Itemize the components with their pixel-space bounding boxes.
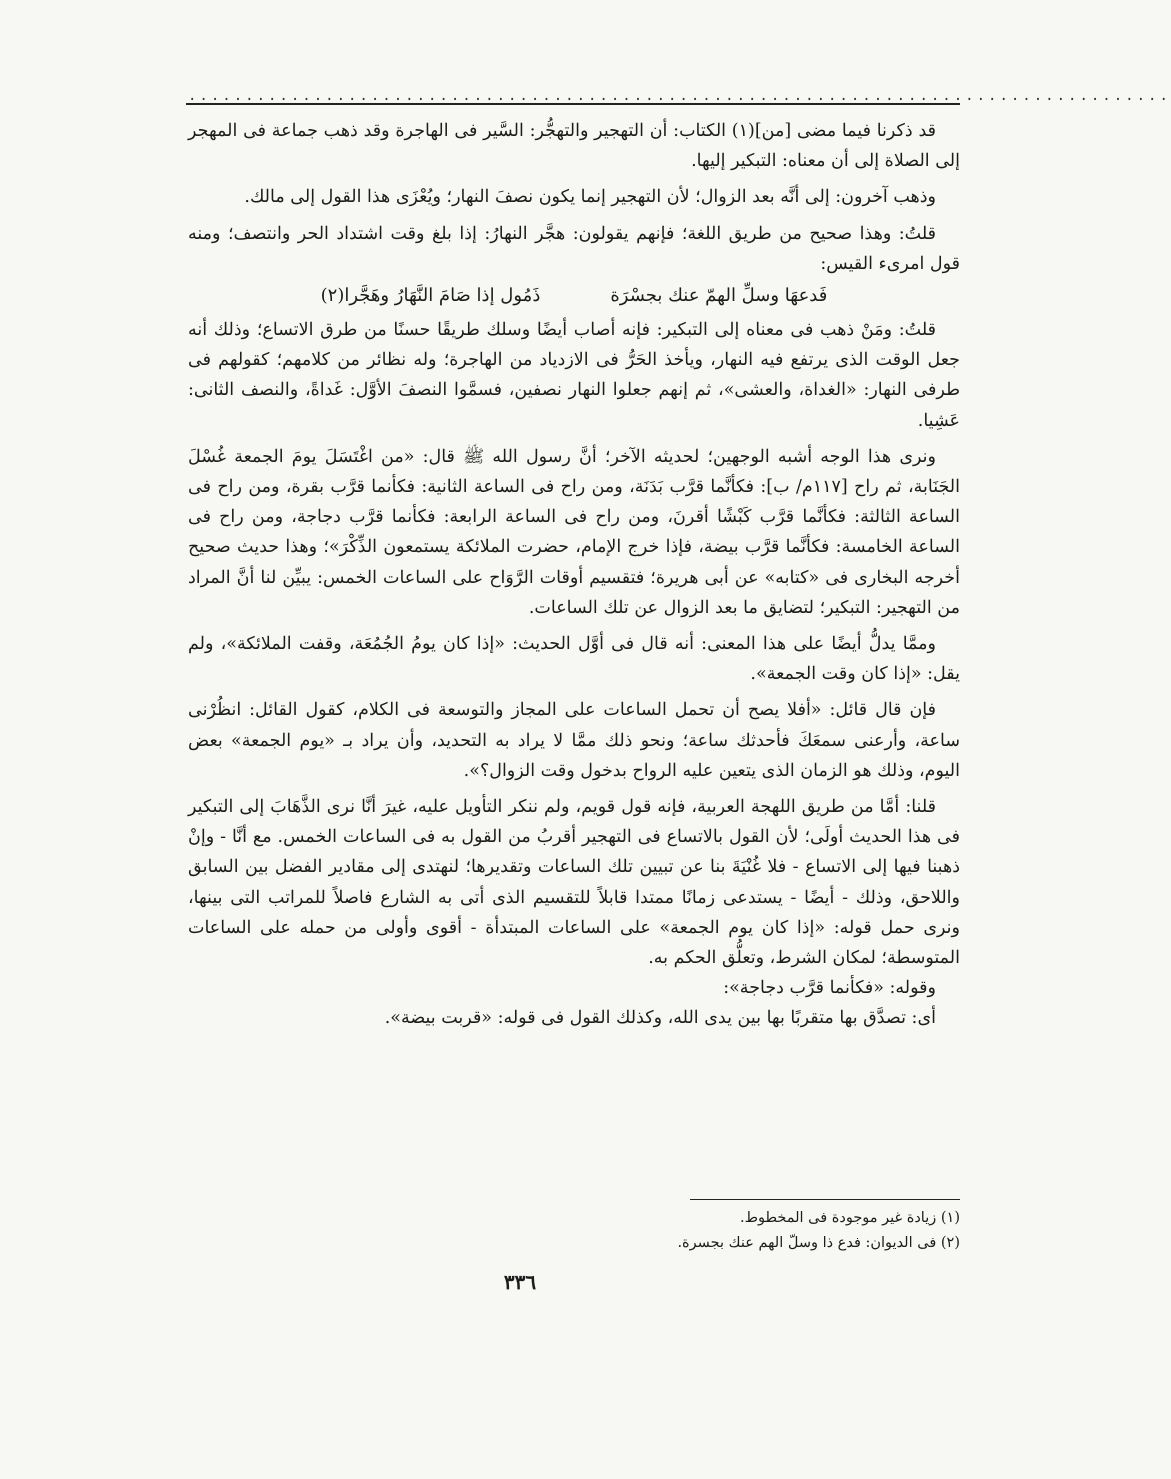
paragraph: قلنا: أمَّا من طريق اللهجة العربية، فإنه قول قويم، ولم ننكر التأويل عليه، غيرَ أنَّا نرى الذَّهَابَ إلى التبكير فى هذا الحديث أولَى؛ لأن القول بالاتساع فى التهجير أقربُ من القول به فى الساعات الخمس. مع أنَّا - وإنْ ذهبنا فيها إلى الاتساع - فلا غُنْيَةَ بنا عن تبيين تلك الساعات وتقديرها؛ لنهتدى إلى مقادير الفضل بين السابق واللاحق، وذلك - أيضًا - يستدعى زمانًا ممتدا قابلاً للتقسيم الذى أتى به الشارع فاصلاً للمراتب التى بينها، ونرى حمل قوله: «إذا كان يوم الجمعة» على الساعات المبتدأة - أقوى وأولى من حمله على الساعات المتوسطة؛ لمكان الشرط، وتعلُّق الحكم به. xyxy=(188,797,960,969)
paragraph: فإن قال قائل: «أفلا يصح أن تحمل الساعات على المجاز والتوسعة فى الكلام، كقول القائل: انظُرْنى ساعة، وأرعنى سمعَكَ فأحدثك ساعة؛ ونحو ذلك ممَّا لا يراد به التحديد، وأن يراد بـ «يوم الجمعة» بعض اليوم، وذلك هو الزمان الذى يتعين عليه الرواح بدخول وقت الزوال؟». xyxy=(188,700,960,781)
paragraph: وقوله: «فكأنما قرَّب دجاجة»: xyxy=(723,978,936,999)
verse-second-hemistich: ذَمُول إذا صَامَ النَّهَارُ وهَجَّرا(٢) xyxy=(320,285,541,307)
paragraph: وممَّا يدلُّ أيضًا على هذا المعنى: أنه قال فى أوَّل الحديث: «إذا كان يومُ الجُمُعَة، وقفت الملائكة»، ولم يقل: «إذا كان وقت الجمعة». xyxy=(188,634,960,685)
footnote: (١) زيادة غير موجودة فى المخطوط. xyxy=(739,1210,960,1226)
paragraph: قد ذكرنا فيما مضى [من](١) الكتاب: أن التهجير والتهجُّر: السَّير فى الهاجرة وقد ذهب جماعة فى المهجر إلى الصلاة إلى أن معناه: التبكير إليها. xyxy=(188,121,960,172)
footnotes xyxy=(450,1206,960,1256)
main-text xyxy=(188,116,960,1040)
paragraph: قلتُ: ومَنْ ذهب فى معناه إلى التبكير: فإنه أصاب أيضًا وسلك طريقًا حسنًا من طرق الاتساع؛ وذلك أنه جعل الوقت الذى يرتفع فيه النهار، ويأخذ الحَرُّ فى الازدياد من الهاجرة؛ وله نظائر من كلامهم؛ كقولهم فى طرفى النهار: «الغداة، والعشى»، ثم إنهم جعلوا النهار نصفين، فسمَّوا النصفَ الأوَّل: غَداةً، والنصف الثانى: عَشِيا. xyxy=(188,320,960,431)
verse-first-hemistich: فَدعهَا وسلِّ الهمّ عنك بجسْرَة xyxy=(610,285,828,307)
paragraph: أى: تصدَّق بها متقربًا بها بين يدى الله، وكذلك القول فى قوله: «قربت بيضة». xyxy=(384,1008,936,1029)
header-dotted-leader: ...................................................................................... xyxy=(188,88,1171,104)
poem-verse xyxy=(188,281,960,311)
footnote-separator xyxy=(690,1199,960,1200)
paragraph: ونرى هذا الوجه أشبه الوجهين؛ لحديثه الآخر؛ أنَّ رسول الله ﷺ قال: «من اغْتَسَلَ يومَ الجمعة غُسْلَ الجَنَابة، ثم راح [١١٧م/ ب]: فكأنَّما قرَّب بَدَنَة، ومن راح فى الساعة الثانية: فكأنما قرَّب بقرة، ومن راح فى الساعة الثالثة: فكأنَّما قرَّب كَبْشًا أقرنَ، ومن راح فى الساعة الرابعة: فكأنما قرَّب دجاجة، ومن راح فى الساعة الخامسة: فكأنَّما قرَّب بيضة، فإذا خرج الإمام، حضرت الملائكة يستمعون الذِّكْرَ»؛ وهذا حديث صحيح أخرجه البخارى فى «كتابه» عن أبى هريرة؛ فتقسيم أوقات الرَّوَاح على الساعات الخمس: يبيِّن لنا أنَّ المراد من التهجير: التبكير؛ لتضايق ما بعد الزوال عن تلك الساعات. xyxy=(188,446,960,618)
paragraph: وذهب آخرون: إلى أنَّه بعد الزوال؛ لأن التهجير إنما يكون نصفَ النهار؛ ويُعْزَى هذا القول إلى مالك. xyxy=(244,187,936,208)
header-rule xyxy=(186,103,960,105)
paragraph: قلتُ: وهذا صحيح من طريق اللغة؛ فإنهم يقولون: هجَّر النهارُ: إذا بلغ وقت اشتداد الحر وانتصف؛ ومنه قول امرىء القيس: xyxy=(188,223,960,274)
page-number: ٣٣٦ xyxy=(503,1270,537,1294)
footnote: (٢) فى الديوان: فدع ذا وسلّ الهم عنك بجسرة. xyxy=(677,1235,960,1251)
